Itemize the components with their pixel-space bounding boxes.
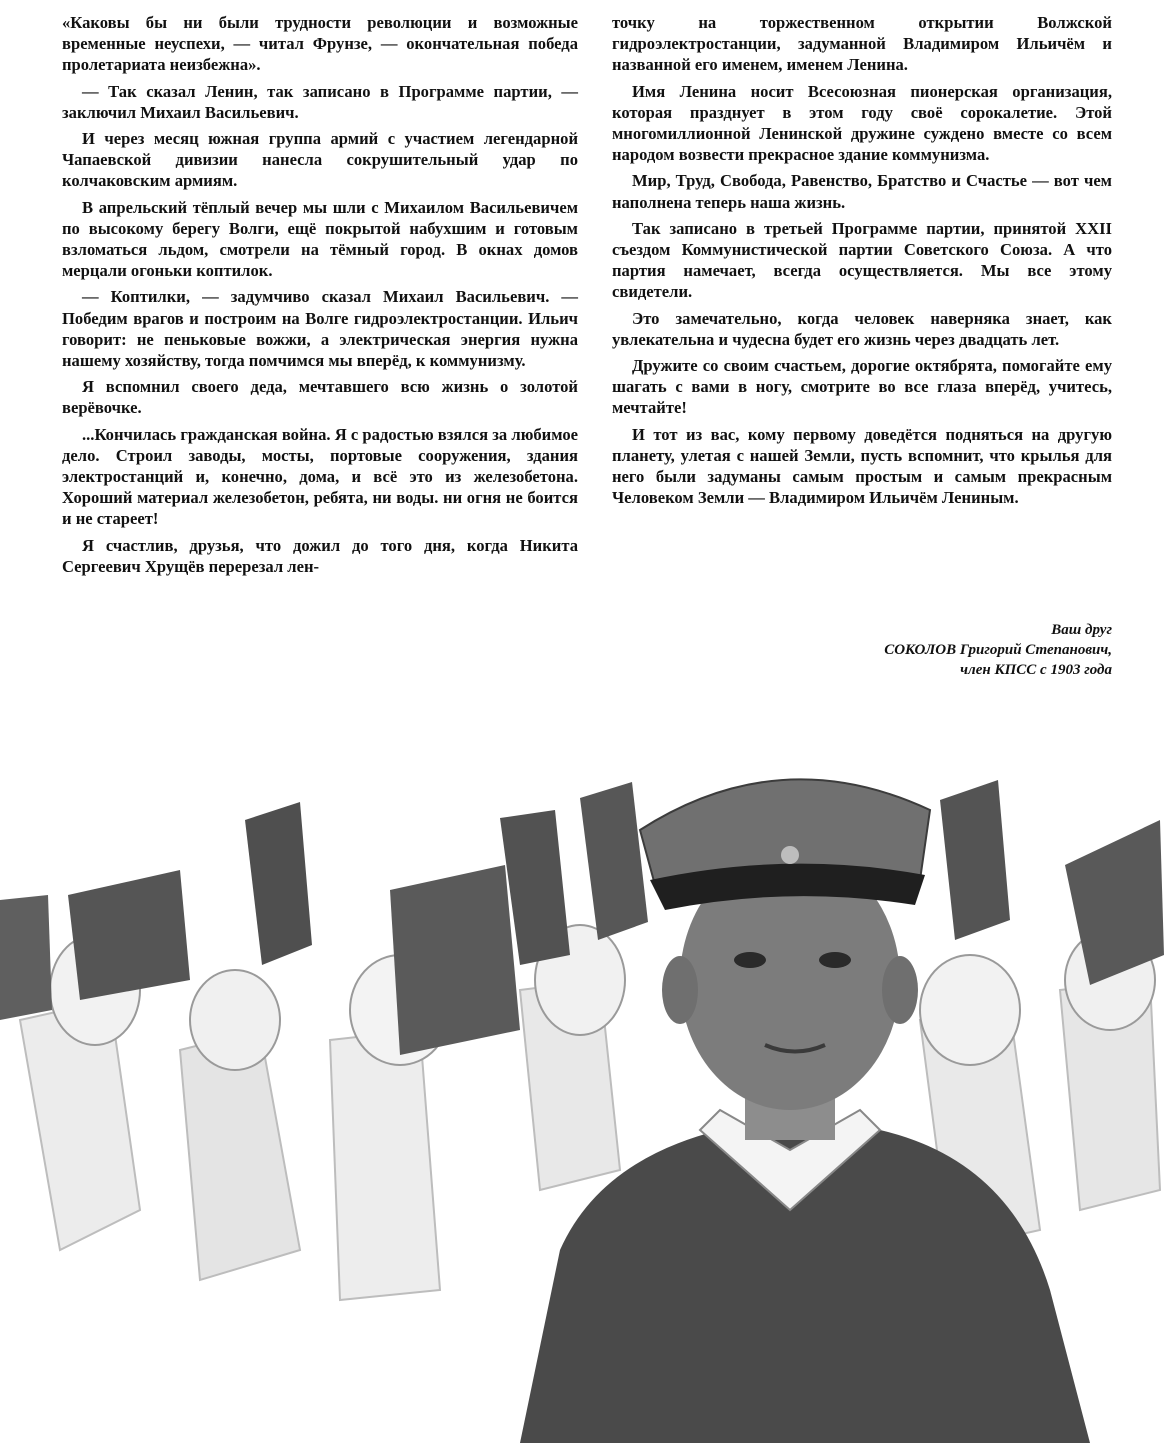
illustration-pioneer-with-party-cards xyxy=(0,690,1164,1443)
author-signature xyxy=(692,620,1112,680)
paragraph: И через месяц южная группа армий с участием легендарной Чапаевской дивизии нанесла сокрушительный удар по колчаковским армиям. xyxy=(62,129,578,191)
article-column-right xyxy=(612,12,1112,513)
hand xyxy=(190,970,280,1070)
paragraph: — Коптилки, — задумчиво сказал Михаил Васильевич. — Победим врагов и построим на Волге гидроэлектростанции. Ильич говорит: не пеньковые вожжи, а электрическая энергия нужна нашему хозяйству, тогда помчимся мы вперёд, к коммунизму. xyxy=(62,287,578,371)
paragraph: ...Кончилась гражданская война. Я с радостью взялся за любимое дело. Строил заводы, мосты, портовые сооружения, здания электростанций и, конечно, дома, и всё это из железобетона. Хороший материал железобетон, ребята, ни воды. ни огня не боится и не стареет! xyxy=(62,424,578,529)
paragraph: точку на торжественном открытии Волжской гидроэлектростанции, задуманной Владимиром Ильичём и названной его именем, именем Ленина. xyxy=(612,13,1112,75)
party-card xyxy=(390,865,520,1055)
party-card xyxy=(940,780,1010,940)
paragraph: Я счастлив, друзья, что дожил до того дня, когда Никита Сергеевич Хрущёв перерезал лен- xyxy=(62,535,578,576)
paragraph: И тот из вас, кому первому доведётся подняться на другую планету, улетая с нашей Земли, пусть вспомнит, что крылья для него были задуманы самым простым и самым прекрасным Человеком Земли — Владимиром Ильичём Лениным. xyxy=(612,424,1112,508)
ear xyxy=(882,956,918,1024)
signature-name: СОКОЛОВ Григорий Степанович, xyxy=(884,642,1112,658)
cap-badge xyxy=(781,846,799,864)
paragraph: Я вспомнил своего деда, мечтавшего всю жизнь о золотой верёвочке. xyxy=(62,377,578,418)
party-card xyxy=(68,870,190,1000)
party-card xyxy=(245,802,312,965)
ear xyxy=(662,956,698,1024)
paragraph: Дружите со своим счастьем, дорогие октябрята, помогайте ему шагать с вами в ногу, смотрите во все глаза вперёд, учитесь, мечтайте! xyxy=(612,356,1112,418)
paragraph: Мир, Труд, Свобода, Равенство, Братство и Счастье — вот чем наполнена теперь наша жизнь. xyxy=(612,171,1112,212)
paragraph: «Каковы бы ни были трудности революции и возможные временные неуспехи, — читал Фрунзе, — окончательная победа пролетариата неизбежна». xyxy=(62,13,578,75)
paragraph: Так записано в третьей Программе партии, принятой XXII съездом Коммунистической партии Советского Союза. А что партия намечает, всегда осуществляется. Мы все этому свидетели. xyxy=(612,218,1112,302)
hand xyxy=(920,955,1020,1065)
party-card xyxy=(580,782,648,940)
party-card xyxy=(0,895,52,1020)
paragraph: Это замечательно, когда человек наверняка знает, как увлекательна и чудесна будет его жизнь через двадцать лет. xyxy=(612,308,1112,349)
paragraph: Имя Ленина носит Всесоюзная пионерская организация, которая празднует в этом году своё сорокалетие. Этой многомиллионной Ленинской дружине суждено вместе со всем народом возвести прекрасное здание коммунизма. xyxy=(612,81,1112,165)
paragraph: — Так сказал Ленин, так записано в Программе партии, — заключил Михаил Васильевич. xyxy=(62,81,578,122)
signature-membership: член КПСС с 1903 года xyxy=(960,662,1112,678)
signature-greeting: Ваш друг xyxy=(1051,622,1112,638)
article-column-left xyxy=(62,12,578,582)
paragraph: В апрельский тёплый вечер мы шли с Михаилом Васильевичем по высокому берегу Волги, ещё покрытой набухшим и готовым взломаться льдом, смотрели на тёмный город. В окнах домов мерцали огоньки коптилок. xyxy=(62,197,578,281)
raised-arm xyxy=(330,1030,440,1300)
eye xyxy=(819,952,851,968)
eye xyxy=(734,952,766,968)
